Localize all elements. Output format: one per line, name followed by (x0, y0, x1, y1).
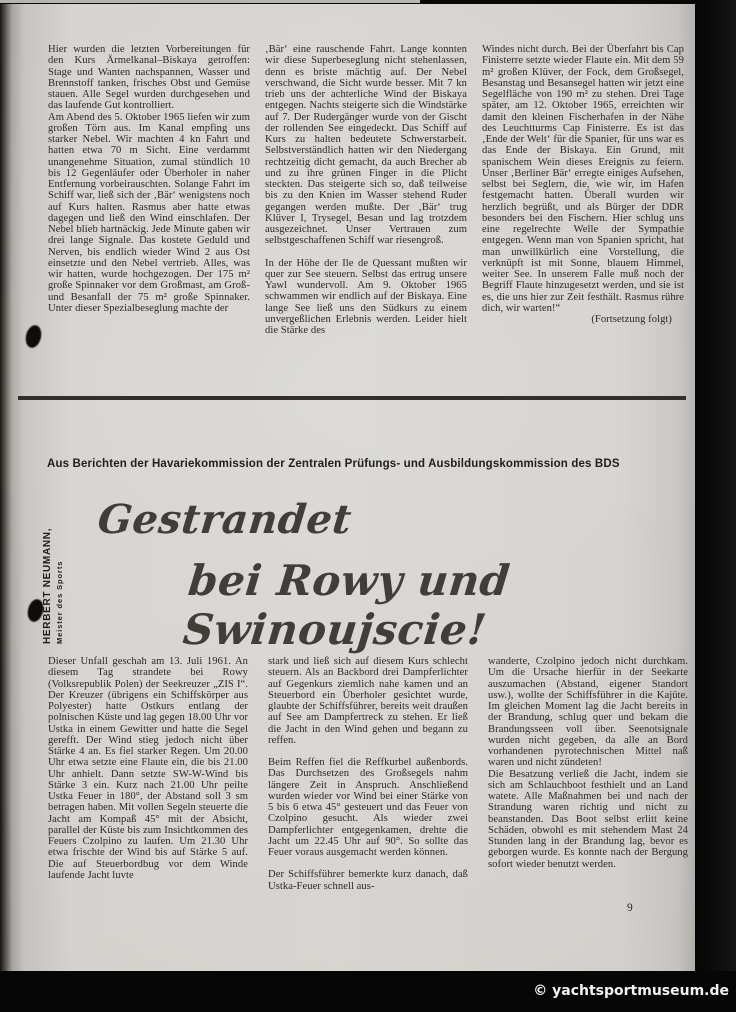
watermark: © yachtsportmuseum.de (533, 983, 729, 999)
page-number: 9 (627, 902, 633, 914)
paragraph: Hier wurden die letzten Vorbereitungen für den Kurs Ärmelkanal–Biskaya getroffen: Stage und Wanten nachspannen, Wasser und Brennstoff tanken, frisches Obst und Gemüse stauen. Alle Segel wurden durchgesehen und das laufende Gut kontrolliert. (48, 44, 250, 112)
scan-right-band (695, 0, 736, 1012)
paragraph: stark und ließ sich auf diesem Kurs schlecht steuern. Als an Backbord drei Dampferlichter auf Gegenkurs ziemlich nahe kamen und an Steuerbord ein Überholer gesichtet wurde, glaubte der Schiffsführer, bereits weit draußen auf See am Dampfertreck zu stehen. Er ließ die Jacht in den Wind gehen und begann zu reffen. (268, 656, 468, 746)
byline-author-title: Meister des Sports (55, 560, 64, 644)
scan-top-edge (0, 0, 420, 3)
paragraph: Windes nicht durch. Bei der Überfahrt bis Cap Finisterre setzte wieder Flaute ein. Mit dem 59 m² großen Klüver, der Fock, dem Großsegel, Besanstag und Besansegel hatten wir jetzt eine Segelfläche von 190 m² zu stehen. Drei Tage später, am 12. Oktober 1965, erreichten wir damit den kleinen Fischerhafen in der Nähe des Leuchtturms Cap Finisterre. Es ist das ‚Ende der Welt‘ für die Spanier, für uns war es das Ende der Biskaya. Ein Grund, mit spanischem Wein dieses Ereignis zu feiern. Unser ‚Berliner Bär‘ erregte einiges Aufsehen, selbst bei Seglern, die, wie wir, im Hafen festgemacht hatten. Überall wurden wir herzlich begrüßt, und als Bürger der DDR besonders bei den Fischern. Hier schlug uns eine regelrechte Welle der Sympathie entgegen. Wenn man von Spanien spricht, hat man unwillkürlich eine Vorstellung, die verknüpft ist mit Sonne, blauem Himmel, weiter See. In unserem Falle muß noch der Begriff Flaute hinzugesetzt werden, und sie ist es, die uns hier zur Zeit festhält. Rasmus rühre dich, wir warten!“ (482, 44, 684, 314)
bottom-article (48, 656, 688, 892)
paragraph: wanderte, Czolpino jedoch nicht durchkam. Um die Ursache hierfür in der Seekarte auszumachen (Abstand, eigener Standort usw.), wollte der Schiffsführer in die Kajüte. Im gleichen Moment lag die Jacht bereits in der Brandung, schlug quer und bekam die Brandungsseen voll über. Seenotsignale wurden nicht gegeben, da alle an Bord vorhandenen pyrotechnischen Mittel naß waren und nicht zündeten! (488, 656, 688, 769)
bottom-article-column-1 (48, 656, 248, 892)
top-article-column-2 (265, 44, 467, 336)
byline-vertical (42, 494, 64, 644)
kicker-line: Aus Berichten der Havariekommission der Zentralen Prüfungs- und Ausbildungskommission des BDS (47, 458, 620, 470)
paragraph: Die Besatzung verließ die Jacht, indem sie sich am Schlauchboot festhielt und an Land watete. Alle Maßnahmen bei und nach der Strandung waren richtig und nicht zu beanstanden. Das Boot selbst erlitt keine Schäden, obwohl es mit stehendem Mast 24 Stunden lang in der Brandung lag, bevor es geborgen wurde. Es konnte nach der Bergung sofort wieder benutzt werden. (488, 768, 688, 870)
bottom-article-column-2 (268, 656, 468, 892)
bottom-article-column-3 (488, 656, 688, 892)
byline-author: HERBERT NEUMANN, (42, 527, 53, 644)
paragraph: ‚Bär‘ eine rauschende Fahrt. Lange konnten wir diese Superbeseglung nicht stehenlassen, denn es briste mächtig auf. Der Nebel verschwand, die Sicht wurde besser. Mit 7 kn trieb uns der achterliche Wind der Biskaya entgegen. Nachts steigerte sich die Windstärke auf 7. Der Rudergänger wurde von der Gischt der rollenden See eingedeckt. Das Schiff auf Kurs zu halten bedeutete Schwerstarbeit. Selbstverständlich hatten wir den Niedergang rechtzeitig dicht gemacht, da auch Brecher ab und zu ihre grünen Finger in die Plicht steckten. Das steigerte sich so, daß teilweise bis zu den Knien im Wasser stehend Ruder gegangen werden mußte. Der ‚Bär‘ trug Klüver I, Trysegel, Besan und lag trotzdem ausgezeichnet. Unser Vertrauen zum selbstgeschaffenen Schiff war riesengroß. (265, 44, 467, 247)
headline-line1: Gestrandet (95, 496, 355, 543)
paragraph: Dieser Unfall geschah am 13. Juli 1961. An diesem Tag strandete bei Rowy (Volksrepublik Polen) der Seekreuzer „ZIS I“. Der Kreuzer (übrigens ein Schiffskörper aus Polyester) hatte Ostkurs entlang der polnischen Küste und lag gegen 18.00 Uhr vor Ustka in einem Gewitter und hatte die Segel gerefft. Der Wind stieg jedoch nicht über Stärke 4 an. Es fiel starker Regen. Um 20.00 Uhr etwa setzte eine Flaute ein, die bis 21.00 Uhr anhielt. Dann setzte SW-W-Wind bis Stärke 3 ein. Kurz nach 21.00 Uhr peilte Ustka Feuer in 180°, der Abstand soll 3 sm betragen haben. Mit vollen Segeln steuerte die Jacht am Kompaß 45° mit der Absicht, parallel der Küste bis zum Insichtkommen des Feuers Czolpino zu laufen. Um 21.30 Uhr etwa frischte der Wind bis auf Stärke 5 auf. Die auf Steuerbordbug vor dem Winde laufende Jacht luvte (48, 656, 248, 881)
paragraph: Am Abend des 5. Oktober 1965 liefen wir zum großen Törn aus. Im Kanal empfing uns starker Nebel. Wir machten 4 kn Fahrt und hatten etwa 70 m Sicht. Eine verdammt unangenehme Situation, zumal stündlich 10 bis 12 Gegenläufer oder Überholer in naher Entfernung vorbeirauschten. Solange Fahrt im Schiff war, ließ sich der ‚Bär‘ wenigstens noch auf Kurs halten. Rasmus aber hatte etwas dagegen und ließ den Wind einschlafen. Der Nebel blieb hartnäckig. Jede Minute gaben wir drei lange Signale. Das kostete Geduld und Nerven, bis endlich wieder Wind 2 aus Ost einsetzte und den Nebel vertrieb. Alles, was wir hatten, wurde hochgezogen. Der 175 m² große Spinnaker vor dem Großmast, am Groß- und Besanfall der 75 m² große Spinnaker. Unter dieser Spezialbeseglung machte der (48, 111, 250, 314)
continuation-note: (Fortsetzung folgt) (591, 314, 672, 325)
top-article-column-1 (48, 44, 250, 336)
section-divider-rule (18, 396, 686, 400)
paragraph: Der Schiffsführer bemerkte kurz danach, daß Ustka-Feuer schnell aus- (268, 869, 468, 892)
top-article-column-3 (482, 44, 684, 336)
top-article (48, 44, 684, 336)
paragraph: Beim Reffen fiel die Reffkurbel außenbords. Das Durchsetzen des Großsegels nahm längere Zeit in Anspruch. Anschließend wurden wieder vor Wind bei einer Stärke von 5 bis 6 etwa 45° gesteuert und das Feuer von Czolpino gesucht. Als wieder zwei Dampferlichter entgegenkamen, drehte die Jacht um 22.45 Uhr auf 90°. So sollte das Feuer voraus ausgemacht werden können. (268, 757, 468, 858)
paragraph: In der Höhe der Ile de Quessant mußten wir quer zur See steuern. Selbst das ertrug unsere Yawl wundervoll. Am 9. Oktober 1965 schwammen wir endlich auf der Biskaya. Eine lange See ließ uns den Südkurs zu einem unvergeßlichen Erlebnis werden. Leider hielt die Stärke des (265, 257, 467, 336)
headline-line2: bei Rowy und Swinoujscie! (180, 556, 513, 654)
